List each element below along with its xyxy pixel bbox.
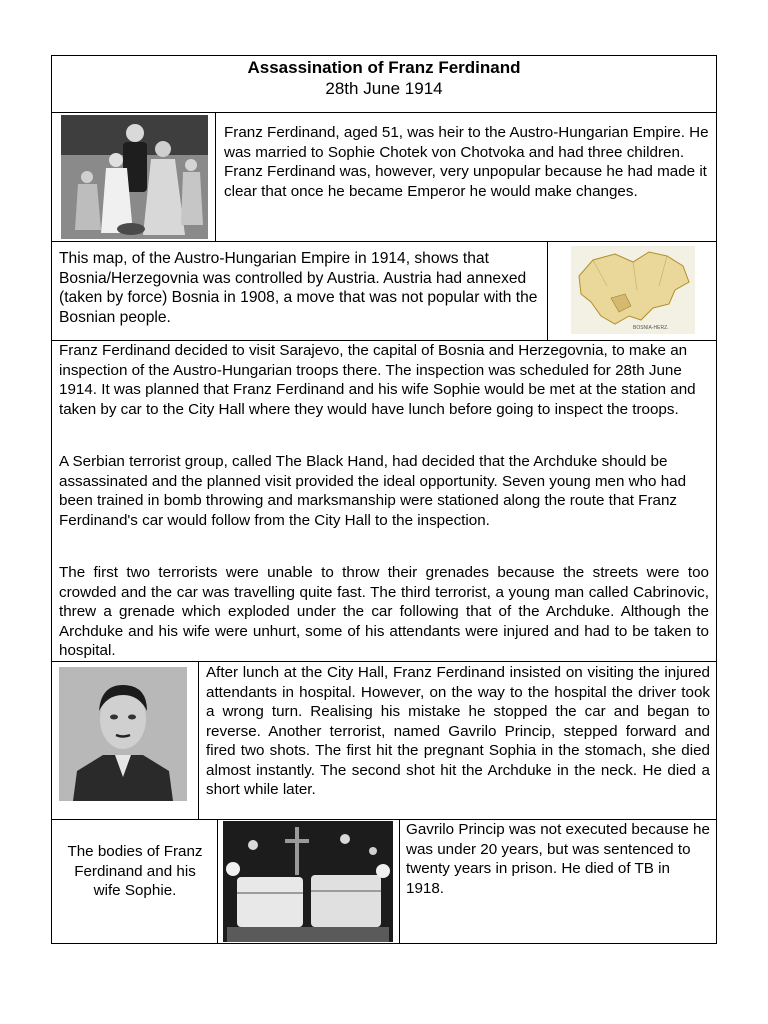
bodies-caption: The bodies of Franz Ferdinand and his wife Sophie. — [67, 843, 203, 899]
family-photo — [61, 115, 208, 239]
map-label: BOSNIA-HERZ. — [633, 325, 669, 331]
page-title: Assassination of Franz Ferdinand — [247, 58, 521, 77]
family-section — [52, 113, 716, 242]
princip-section — [52, 662, 716, 820]
visit-paragraph-2: A Serbian terrorist group, called The Black Hand, had decided that the Archduke should be assassinated and the planned visit provided the ideal opportunity. Seven young men who had been trained in bomb throwing and marksmanship were stationed along the route that Franz Ferdinand's car would follow from the City Hall to the inspection. — [59, 453, 687, 529]
princip-portrait — [59, 667, 187, 801]
map-section — [52, 242, 716, 341]
header — [52, 56, 716, 113]
princip-text: After lunch at the City Hall, Franz Ferdinand insisted on visiting the injured attendants in hospital. However, on the way to the hospital the driver took a wrong turn. Realising his mistake he stopped the car and began to reverse. Another terrorist, named Gavrilo Princip, stepped forward and fired two shots. The first hit the pregnant Sophia in the stomach, she died almost instantly. The second shot hit the Archduke in the neck. He died a short while later. — [206, 664, 710, 798]
worksheet — [51, 55, 717, 944]
bodies-photo — [223, 821, 393, 942]
princip-fate-text: Gavrilo Princip was not executed because he was under 20 years, but was sentenced to twenty years in prison. He died of TB in 1918. — [406, 821, 710, 897]
page-date: 28th June 1914 — [325, 79, 443, 98]
bodies-section — [52, 820, 716, 943]
family-text: Franz Ferdinand, aged 51, was heir to the Austro-Hungarian Empire. He was married to Sophie Chotek von Chotvoka and had three children. Franz Ferdinand was, however, very unpopular because he had made it clear that once he became Emperor he would make changes. — [224, 124, 709, 200]
visit-paragraph-1: Franz Ferdinand decided to visit Sarajevo, the capital of Bosnia and Herzegovnia, to make an inspection of the Austro-Hungarian troops there. The inspection was scheduled for 28th June 1914. It was planned that Franz Ferdinand and his wife Sophie would be met at the station and taken by car to the City Hall where they would have lunch before going to inspect the troops. — [59, 342, 696, 418]
visit-paragraph-3: The first two terrorists were unable to throw their grenades because the streets were too crowded and the car was travelling quite fast. The third terrorist, a young man called Cabrinovic, threw a grenade which exploded under the car following that of the Archduke. Although the Archduke and his wife were unhurt, some of his attendants were injured and had to be taken to hospital. — [59, 564, 709, 659]
map-text: This map, of the Austro-Hungarian Empire in 1914, shows that Bosnia/Herzegovnia was controlled by Austria. Austria had annexed (taken by force) Bosnia in 1908, a move that was not popular with the Bosnian people. — [59, 250, 538, 326]
map-image — [571, 246, 695, 334]
visit-section — [52, 341, 716, 662]
